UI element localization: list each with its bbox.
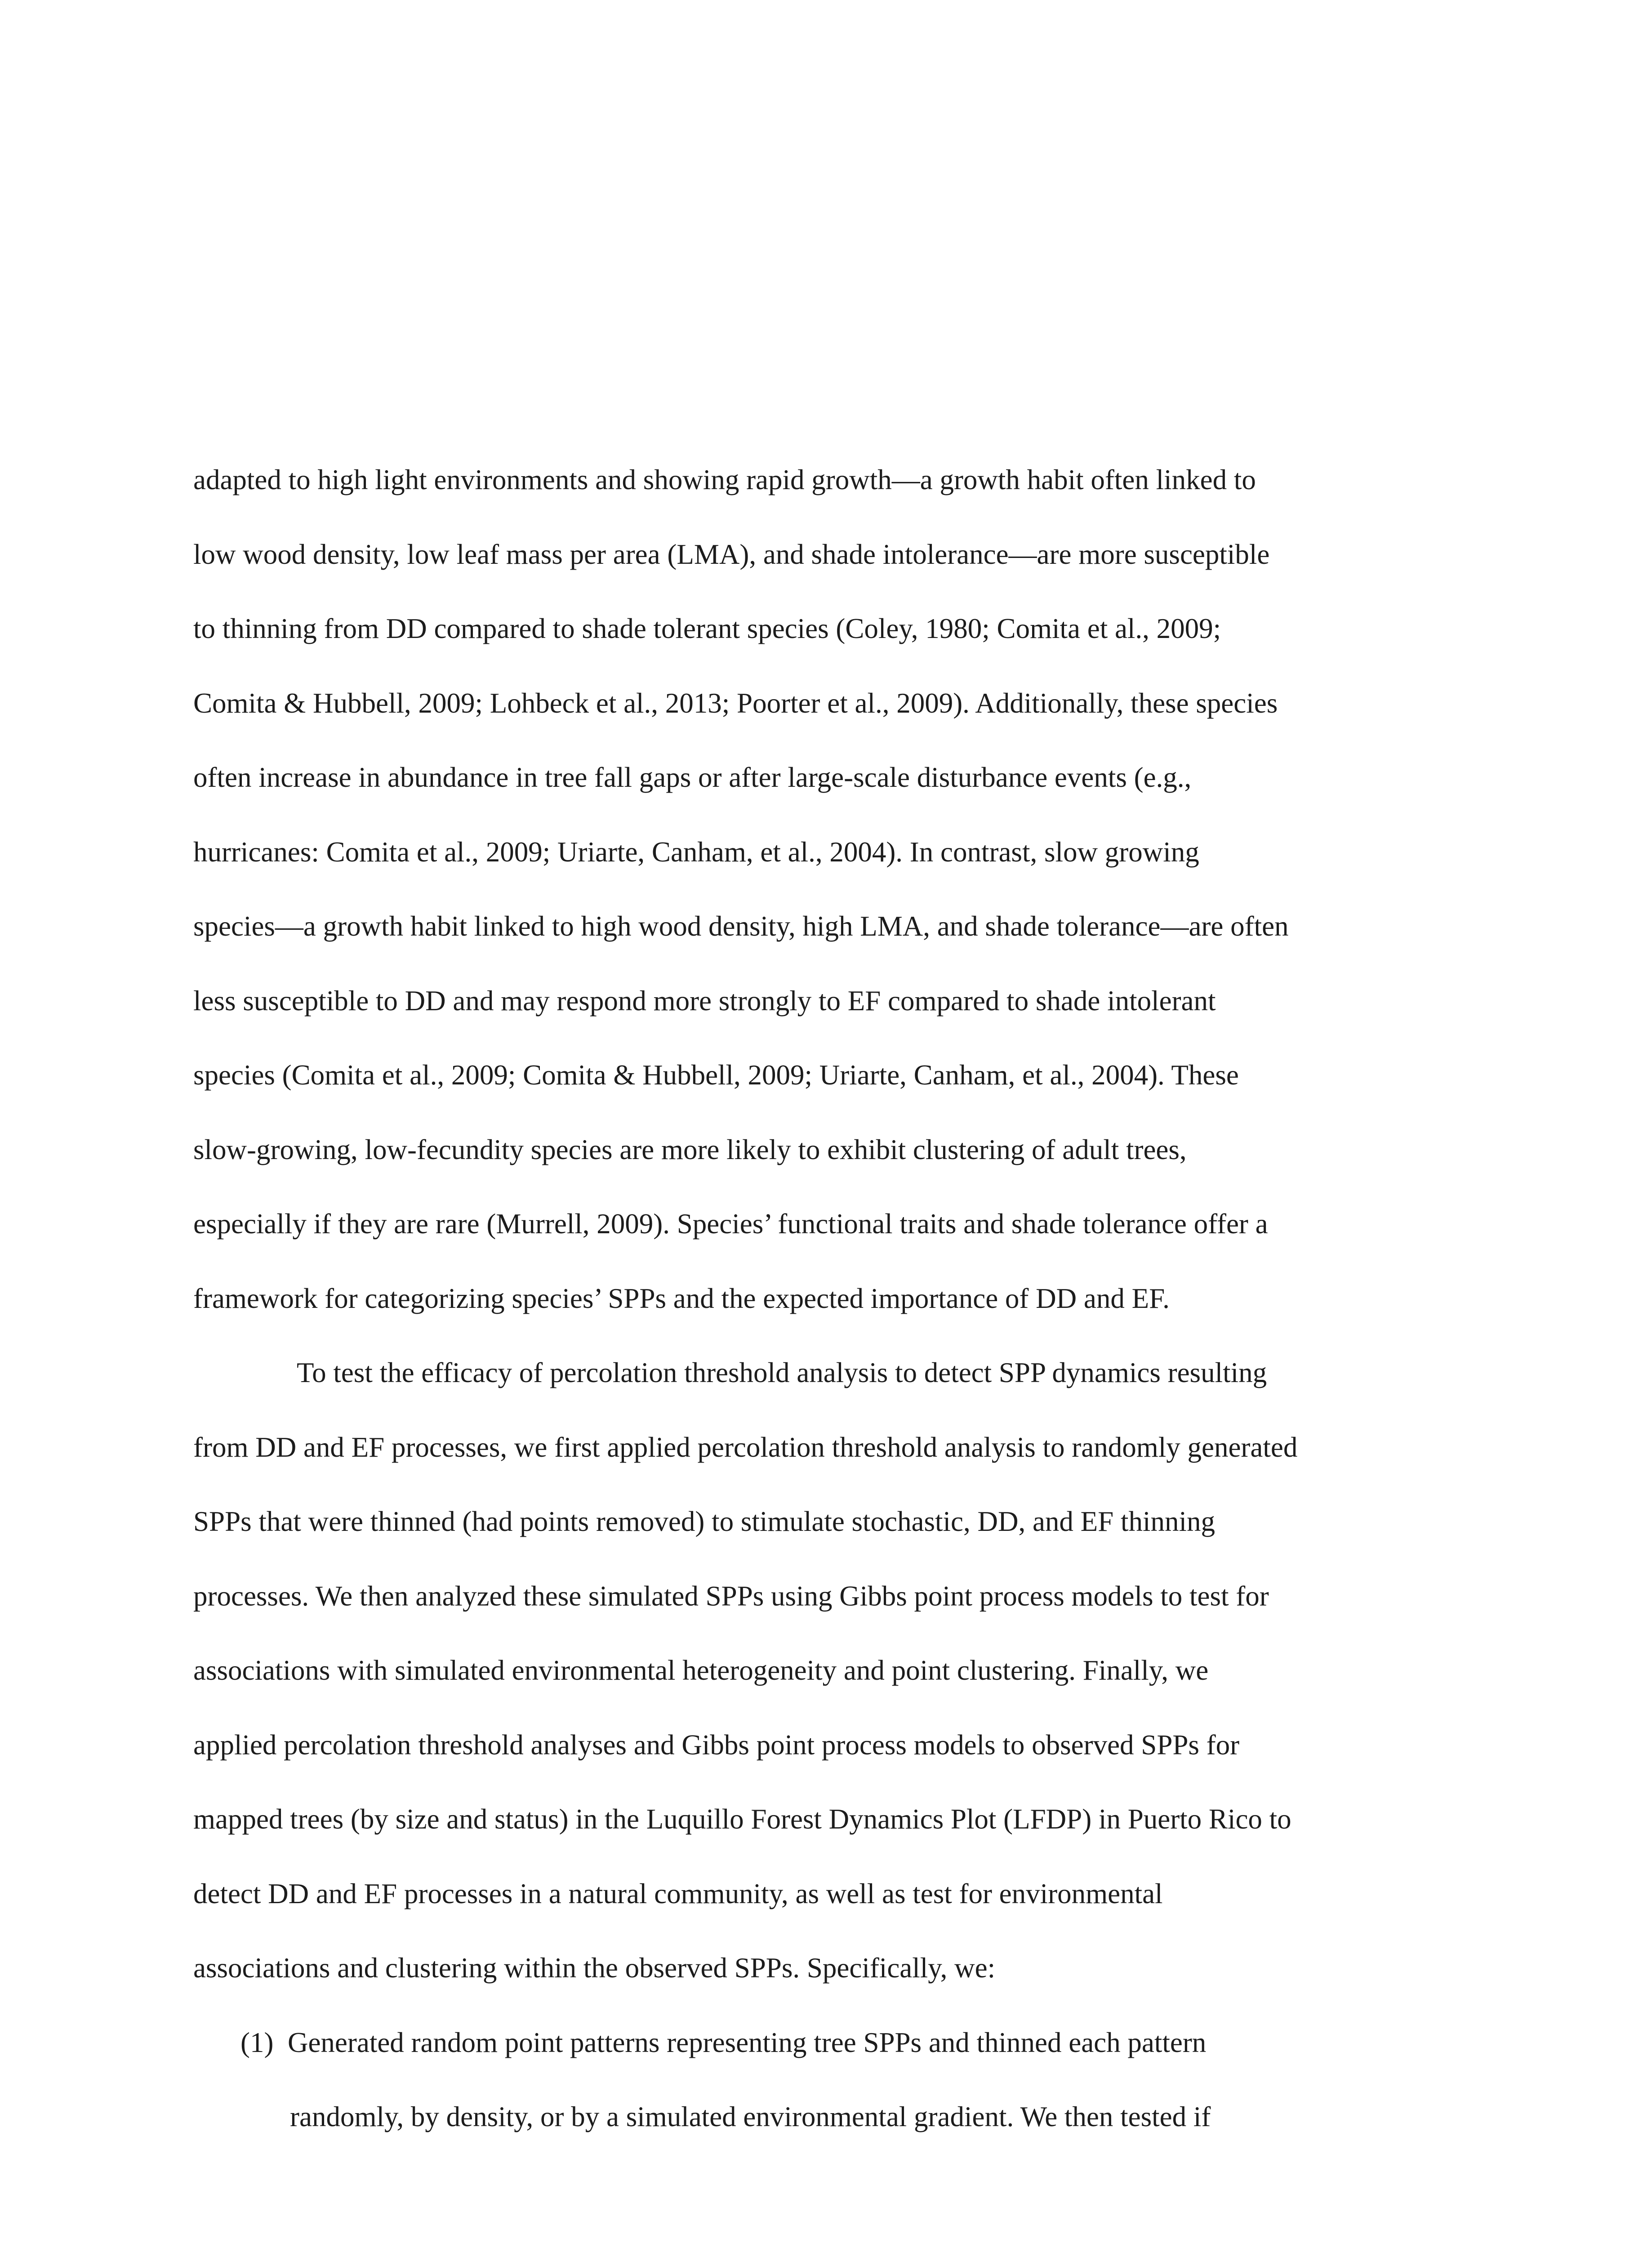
text-line: Comita & Hubbell, 2009; Lohbeck et al., 2013; Poorter et al., 2009). Additionally, these species	[193, 687, 1278, 719]
text-line: especially if they are rare (Murrell, 2009). Species’ functional traits and shade tolerance offer a	[193, 1208, 1268, 1240]
text-line: detect DD and EF processes in a natural community, as well as test for environmental	[193, 1878, 1163, 1909]
text-line: low wood density, low leaf mass per area (LMA), and shade intolerance—are more susceptible	[193, 538, 1270, 570]
list-item-continuation-line: randomly, by density, or by a simulated environmental gradient. We then tested if	[290, 2101, 1211, 2132]
text-line: SPPs that were thinned (had points removed) to stimulate stochastic, DD, and EF thinning	[193, 1506, 1215, 1537]
text-line: framework for categorizing species’ SPPs and the expected importance of DD and EF.	[193, 1282, 1170, 1314]
paragraph-first-line: To test the efficacy of percolation threshold analysis to detect SPP dynamics resulting	[297, 1357, 1267, 1388]
text-line: species—a growth habit linked to high wood density, high LMA, and shade tolerance—are often	[193, 910, 1289, 942]
text-line: associations with simulated environmental heterogeneity and point clustering. Finally, we	[193, 1655, 1209, 1686]
text-line: mapped trees (by size and status) in the Luquillo Forest Dynamics Plot (LFDP) in Puerto Rico to	[193, 1803, 1291, 1835]
text-line: from DD and EF processes, we first applied percolation threshold analysis to randomly generated	[193, 1431, 1298, 1463]
text-line: adapted to high light environments and showing rapid growth—a growth habit often linked to	[193, 464, 1256, 495]
text-line: associations and clustering within the observed SPPs. Specifically, we:	[193, 1952, 996, 1984]
text-line: slow-growing, low-fecundity species are more likely to exhibit clustering of adult trees,	[193, 1133, 1187, 1165]
text-line: applied percolation threshold analyses and Gibbs point process models to observed SPPs for	[193, 1729, 1240, 1761]
text-line: processes. We then analyzed these simulated SPPs using Gibbs point process models to test for	[193, 1580, 1269, 1612]
body-text	[193, 443, 1461, 2154]
text-line: often increase in abundance in tree fall gaps or after large-scale disturbance events (e.g.,	[193, 762, 1192, 793]
text-line: hurricanes: Comita et al., 2009; Uriarte, Canham, et al., 2004). In contrast, slow growing	[193, 836, 1199, 868]
text-line: to thinning from DD compared to shade tolerant species (Coley, 1980; Comita et al., 2009;	[193, 613, 1221, 644]
text-line: less susceptible to DD and may respond more strongly to EF compared to shade intolerant	[193, 985, 1216, 1017]
text-line: species (Comita et al., 2009; Comita & Hubbell, 2009; Uriarte, Canham, et al., 2004). These	[193, 1059, 1239, 1091]
list-item-first-line: (1) Generated random point patterns representing tree SPPs and thinned each pattern	[240, 2026, 1207, 2058]
